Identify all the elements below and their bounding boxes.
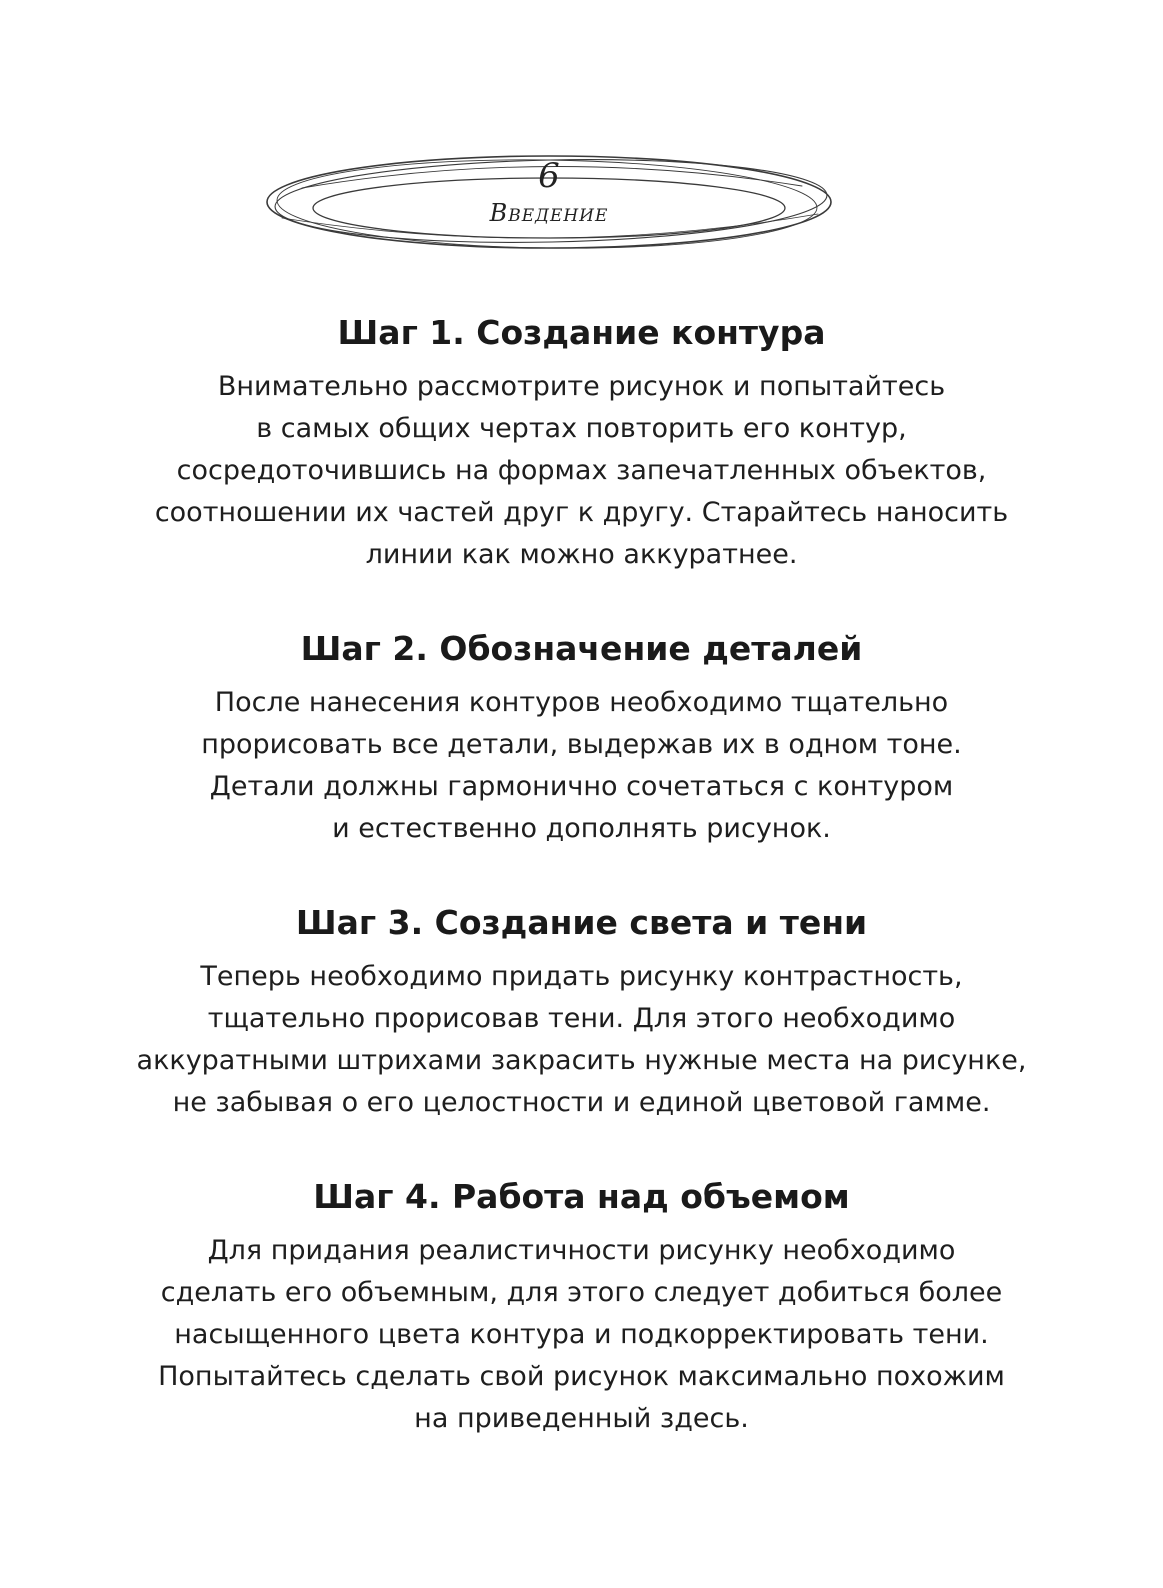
- step-4: [0, 1170, 1163, 1440]
- step-4-title: Шаг 4. Работа над объемом: [313, 1177, 850, 1216]
- section-title: Введение: [489, 199, 609, 227]
- page-header: [262, 148, 836, 256]
- step-1: [0, 306, 1163, 576]
- step-1-line: соотношении их частей друг к другу. Старайтесь наносить: [154, 497, 1009, 528]
- step-2-title: Шаг 2. Обозначение деталей: [300, 629, 863, 668]
- step-2: [0, 622, 1163, 850]
- step-3: [0, 896, 1163, 1124]
- step-1-text: [0, 366, 1163, 576]
- step-3-line: тщательно прорисовав тени. Для этого необходимо: [207, 1003, 956, 1034]
- step-2-line: прорисовать все детали, выдержав их в одном тоне.: [201, 729, 962, 760]
- step-3-line: аккуратными штрихами закрасить нужные места на рисунке,: [136, 1045, 1027, 1076]
- step-4-line: Для придания реалистичности рисунку необходимо: [207, 1235, 956, 1266]
- step-3-line: Теперь необходимо придать рисунку контрастность,: [200, 961, 963, 992]
- step-3-title: Шаг 3. Создание света и тени: [295, 903, 868, 942]
- step-1-line: Внимательно рассмотрите рисунок и попытайтесь: [217, 371, 946, 402]
- page-number: 6: [538, 156, 560, 196]
- step-4-line: сделать его объемным, для этого следует добиться более: [160, 1277, 1003, 1308]
- step-1-line: сосредоточившись на формах запечатленных объектов,: [176, 455, 987, 486]
- step-4-text: [0, 1230, 1163, 1440]
- step-2-text: [0, 682, 1163, 850]
- step-3-line: не забывая о его целостности и единой цветовой гамме.: [172, 1087, 991, 1118]
- steps-content: [0, 306, 1163, 1440]
- step-2-line: Детали должны гармонично сочетаться с контуром: [209, 771, 954, 802]
- step-4-line: насыщенного цвета контура и подкорректировать тени.: [174, 1319, 989, 1350]
- step-1-line: в самых общих чертах повторить его контур,: [256, 413, 907, 444]
- step-4-line: на приведенный здесь.: [414, 1403, 749, 1434]
- step-1-line: линии как можно аккуратнее.: [365, 539, 798, 570]
- step-1-title: Шаг 1. Создание контура: [337, 313, 826, 352]
- step-4-line: Попытайтесь сделать свой рисунок максимально похожим: [158, 1361, 1005, 1392]
- step-3-text: [0, 956, 1163, 1124]
- step-2-line: После нанесения контуров необходимо тщательно: [214, 687, 949, 718]
- step-2-line: и естественно дополнять рисунок.: [332, 813, 831, 844]
